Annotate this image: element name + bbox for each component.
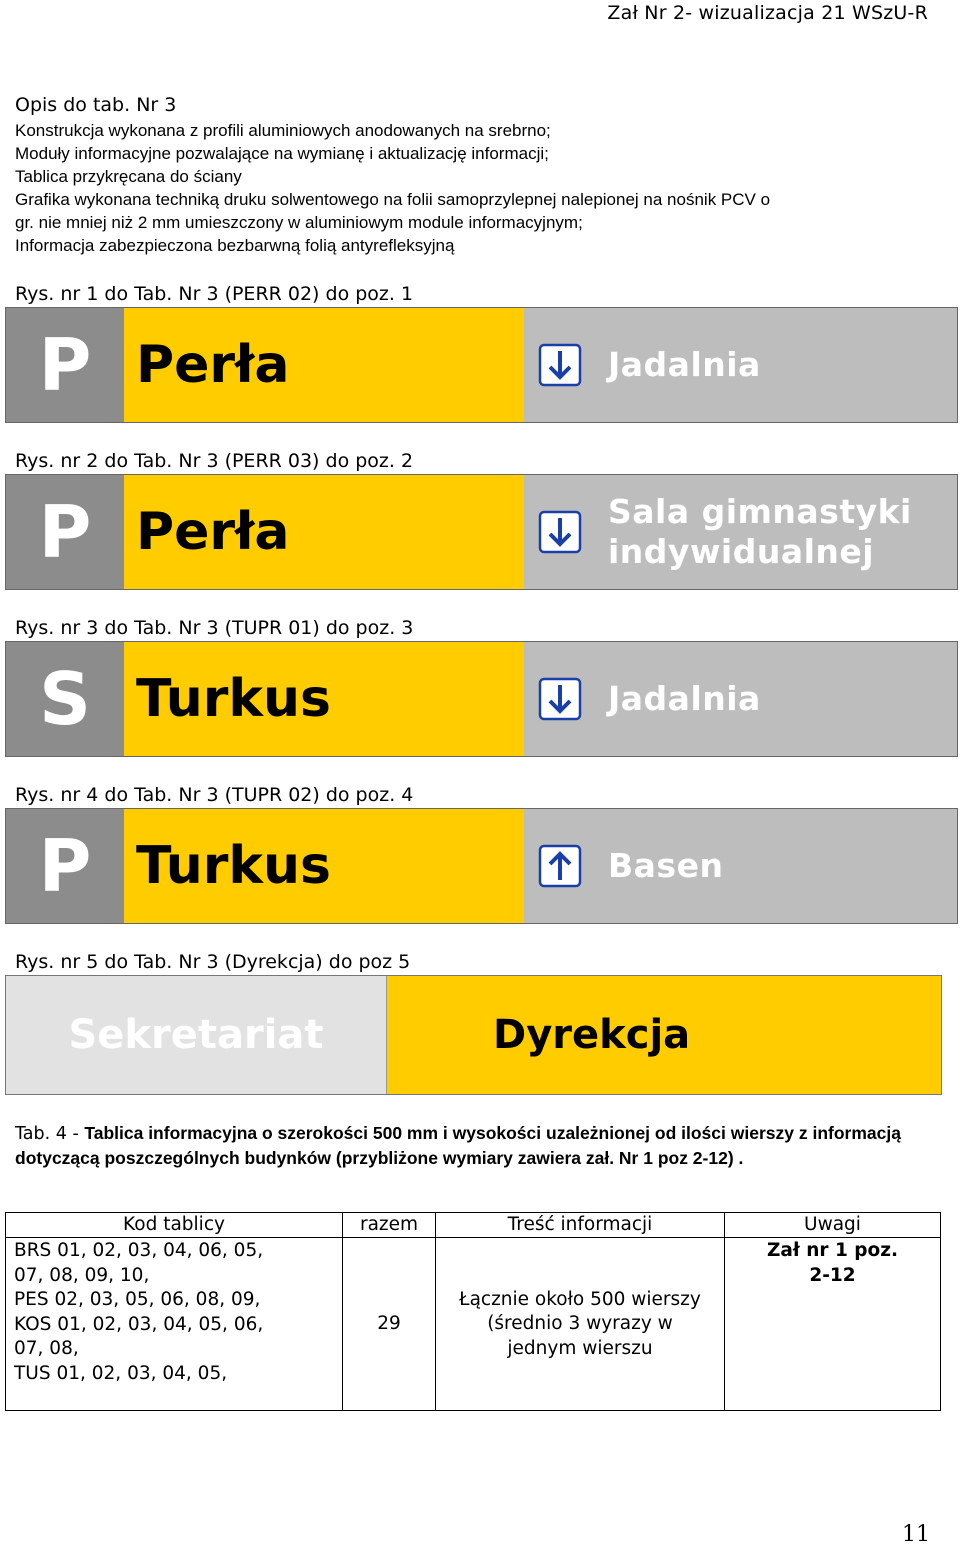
arrow-up-icon xyxy=(524,809,597,923)
sign-1 xyxy=(5,307,958,423)
description-line: Informacja zabezpieczona bezbarwną folią antyrefleksyjną xyxy=(15,236,455,255)
sign-destination: Jadalnia xyxy=(596,308,957,422)
sign-letter: P xyxy=(6,475,124,589)
sign-letter: S xyxy=(6,642,124,756)
sign-3 xyxy=(5,641,958,757)
table-caption-text: Tablica informacyjna o szerokości 500 mm i wysokości uzależnionej od ilości wierszy z informacją dotyczącą poszczególnych budynków (przybliżone wymiary zawiera zał. Nr 1 poz 2-12) . xyxy=(15,1123,901,1168)
sign-name: Perła xyxy=(124,308,524,422)
cell-kod xyxy=(6,1238,343,1411)
sign-destination: Jadalnia xyxy=(596,642,957,756)
cell-line: (średnio 3 wyrazy w xyxy=(487,1313,673,1335)
cell-line: jednym wierszu xyxy=(507,1337,653,1359)
figure-caption-4: Rys. nr 4 do Tab. Nr 3 (TUPR 02) do poz. 4 xyxy=(15,784,414,806)
figure-caption-5: Rys. nr 5 do Tab. Nr 3 (Dyrekcja) do poz 5 xyxy=(15,951,411,973)
table-header: Kod tablicy xyxy=(6,1213,343,1238)
table-header-row xyxy=(6,1213,941,1238)
cell-line: 07, 08, 09, 10, xyxy=(14,1264,150,1286)
cell-line: 2-12 xyxy=(809,1264,856,1286)
cell-line: 07, 08, xyxy=(14,1338,79,1359)
arrow-down-icon xyxy=(524,308,597,422)
document-header-note: Zał Nr 2- wizualizacja 21 WSzU-R xyxy=(607,2,928,24)
sign-destination: Basen xyxy=(596,809,957,923)
sign-name: Perła xyxy=(124,475,524,589)
table-caption-prefix: Tab. 4 - xyxy=(15,1124,85,1144)
cell-razem: 29 xyxy=(343,1238,436,1411)
sign-name: Turkus xyxy=(124,809,524,923)
cell-line: Łącznie około 500 wierszy xyxy=(459,1288,701,1310)
description-line: Grafika wykonana techniką druku solwentowego na folii samoprzylepnej nalepionej na nośnik PCV o xyxy=(15,190,771,209)
description-line: gr. nie mniej niż 2 mm umieszczony w aluminiowym module informacyjnym; xyxy=(15,213,583,232)
description-line: Tablica przykręcana do ściany xyxy=(15,167,242,186)
figure-caption-3: Rys. nr 3 do Tab. Nr 3 (TUPR 01) do poz. 3 xyxy=(15,617,414,639)
arrow-down-icon xyxy=(524,475,597,589)
cell-line: BRS 01, 02, 03, 04, 06, 05, xyxy=(14,1240,264,1261)
description-title: Opis do tab. Nr 3 xyxy=(15,94,177,116)
sign-2 xyxy=(5,474,958,590)
table-header: Uwagi xyxy=(725,1213,941,1238)
cell-line: Zał nr 1 poz. xyxy=(767,1240,898,1261)
description-line: Moduły informacyjne pozwalające na wymianę i aktualizację informacji; xyxy=(15,144,549,163)
sign-letter: P xyxy=(6,809,124,923)
table-row xyxy=(6,1238,941,1411)
description-line: Konstrukcja wykonana z profili aluminiowych anodowanych na srebrno; xyxy=(15,121,551,140)
table-caption xyxy=(15,1121,935,1170)
sign-secretariat: Sekretariat xyxy=(6,976,387,1094)
sign-4 xyxy=(5,808,958,924)
sign-letter: P xyxy=(6,308,124,422)
figure-caption-1: Rys. nr 1 do Tab. Nr 3 (PERR 02) do poz. 1 xyxy=(15,283,414,305)
figure-caption-2: Rys. nr 2 do Tab. Nr 3 (PERR 03) do poz. 2 xyxy=(15,450,414,472)
sign-destination: Sala gimnastyki indywidualnej xyxy=(596,475,957,589)
sign-name: Turkus xyxy=(124,642,524,756)
table-4 xyxy=(5,1212,941,1411)
table-header: Treść informacji xyxy=(436,1213,725,1238)
cell-line: PES 02, 03, 05, 06, 08, 09, xyxy=(14,1289,261,1310)
arrow-down-icon xyxy=(524,642,597,756)
cell-uwagi xyxy=(725,1238,941,1411)
sign-5 xyxy=(5,975,942,1095)
sign-directorate: Dyrekcja xyxy=(387,976,941,1094)
cell-line: TUS 01, 02, 03, 04, 05, xyxy=(14,1362,228,1384)
table-header: razem xyxy=(343,1213,436,1238)
page-number: 11 xyxy=(902,1522,930,1547)
cell-tresc xyxy=(436,1238,725,1411)
cell-line: KOS 01, 02, 03, 04, 05, 06, xyxy=(14,1313,264,1335)
